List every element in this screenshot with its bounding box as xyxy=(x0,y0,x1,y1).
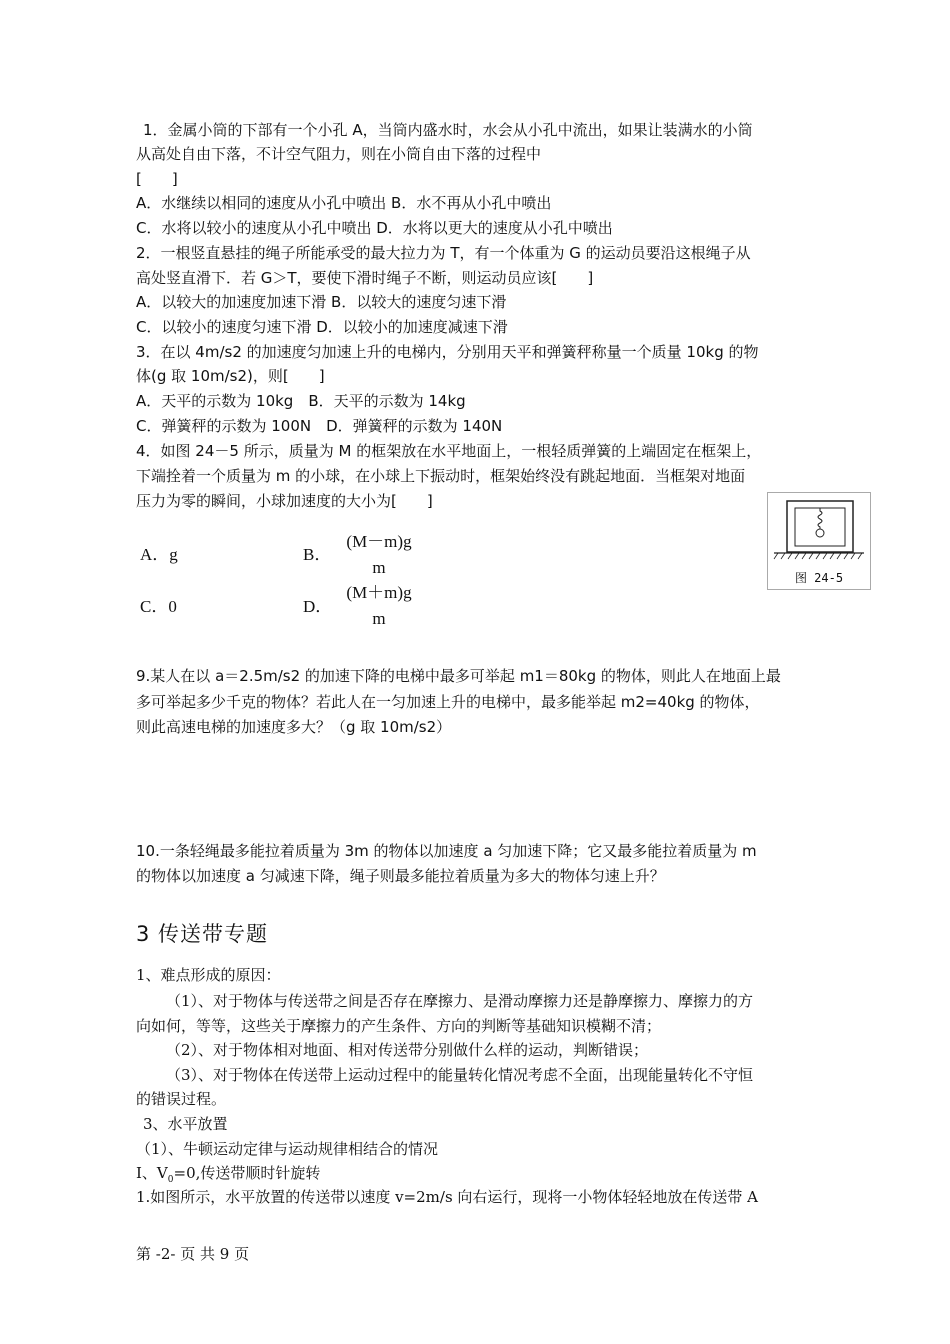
q9-line3: 则此高速电梯的加速度多大？（g 取 10m/s2） xyxy=(136,718,452,736)
q10-line2: 的物体以加速度 a 匀减速下降，绳子则最多能拉着质量为多大的物体匀速上升？ xyxy=(136,867,665,885)
figure-caption: 图 24-5 xyxy=(794,571,844,585)
q4-line3: 压力为零的瞬间，小球加速度的大小为[ ] xyxy=(136,492,433,510)
section-p6: （1）、牛顿运动定律与运动规律相结合的情况 xyxy=(136,1140,439,1158)
q4-option-b-label: B． xyxy=(303,545,332,564)
q2-line2: 高处竖直滑下．若 G＞T，要使下滑时绳子不断，则运动员应该[ ] xyxy=(136,269,594,287)
section-p7-pre: Ⅰ、V xyxy=(136,1164,168,1182)
q1-line2: 从高处自由下落，不计空气阻力，则在小筒自由下落的过程中 xyxy=(136,145,542,163)
q9-line2: 多可举起多少千克的物体？若此人在一匀加速上升的电梯中，最多能举起 m2=40kg 的物体， xyxy=(136,693,760,711)
q4-option-d-numerator: (M＋m)g xyxy=(346,583,412,602)
q1-line1: 1．金属小筒的下部有一个小孔 A，当筒内盛水时，水会从小孔中流出，如果让装满水的小筒 xyxy=(143,121,753,139)
q4-option-c: C．0 xyxy=(140,597,177,616)
q4-line1: 4．如图 24－5 所示，质量为 M 的框架放在水平地面上，一根轻质弹簧的上端固定在框架上， xyxy=(136,442,762,460)
q3-options-cd: C．弹簧秤的示数为 100N D．弹簧秤的示数为 140N xyxy=(136,417,503,435)
q1-options-ab: A．水继续以相同的速度从小孔中喷出 B．水不再从小孔中喷出 xyxy=(136,194,552,212)
q4-option-d-denominator: m xyxy=(372,609,386,628)
section-p4b: 的错误过程。 xyxy=(136,1090,227,1108)
section-p7-sub: 0 xyxy=(167,1175,174,1185)
frame-spring-diagram xyxy=(768,493,870,573)
q4-option-a: A．g xyxy=(140,545,178,564)
section-p5: 3、水平放置 xyxy=(143,1115,228,1133)
q2-options-ab: A．以较大的加速度加速下滑 B．以较大的速度匀速下滑 xyxy=(136,293,507,311)
q2-options-cd: C．以较小的速度匀速下滑 D．以较小的加速度减速下滑 xyxy=(136,318,508,336)
spring xyxy=(818,508,822,529)
section-title: 3 传送带专题 xyxy=(136,922,269,946)
q4-option-b-numerator: (M－m)g xyxy=(346,532,412,551)
q1-bracket: [ ] xyxy=(136,170,178,188)
section-p1: 1、难点形成的原因： xyxy=(136,966,281,984)
figure-24-5 xyxy=(767,492,871,590)
q2-line1: 2．一根竖直悬挂的绳子所能承受的最大拉力为 T，有一个体重为 G 的运动员要沿这根绳子从 xyxy=(136,244,751,262)
q3-line2: 体(g 取 10m/s2)，则[ ] xyxy=(136,367,325,385)
q4-option-d-fraction xyxy=(338,578,420,629)
section-p7 xyxy=(136,1163,320,1190)
section-p2a: （1）、对于物体与传送带之间是否存在摩擦力、是滑动摩擦力还是静摩擦力、摩擦力的方 xyxy=(166,992,754,1010)
section-p7-post: =0,传送带顺时针旋转 xyxy=(173,1164,321,1182)
q1-options-cd: C．水将以较小的速度从小孔中喷出 D．水将以更大的速度从小孔中喷出 xyxy=(136,219,613,237)
q4-line2: 下端拴着一个质量为 m 的小球，在小球上下振动时，框架始终没有跳起地面．当框架对地面 xyxy=(136,467,746,485)
section-p2b: 向如何，等等，这些关于摩擦力的产生条件、方向的判断等基础知识模糊不清； xyxy=(136,1017,662,1035)
ball xyxy=(816,529,824,537)
page-footer: 第 -2- 页 共 9 页 xyxy=(136,1245,250,1263)
section-p3: （2）、对于物体相对地面、相对传送带分别做什么样的运动，判断错误； xyxy=(166,1041,649,1059)
q4-option-d-label: D． xyxy=(303,597,333,616)
q4-option-b-fraction xyxy=(338,527,420,578)
q4-option-b-denominator: m xyxy=(372,558,386,577)
section-p4a: （3）、对于物体在传送带上运动过程中的能量转化情况考虑不全面，出现能量转化不守恒 xyxy=(166,1066,754,1084)
q3-options-ab: A．天平的示数为 10kg B．天平的示数为 14kg xyxy=(136,392,466,410)
ground-hatching xyxy=(774,553,862,559)
q9-line1: 9.某人在以 a＝2.5m/s2 的加速下降的电梯中最多可举起 m1＝80kg 的物体，则此人在地面上最 xyxy=(136,667,781,685)
q10-line1: 10.一条轻绳最多能拉着质量为 3m 的物体以加速度 a 匀加速下降；它又最多能拉着质量为 m xyxy=(136,842,757,860)
q3-line1: 3．在以 4m/s2 的加速度匀加速上升的电梯内，分别用天平和弹簧秤称量一个质量 10kg 的物 xyxy=(136,343,759,361)
section-p8: 1.如图所示，水平放置的传送带以速度 v=2m/s 向右运行，现将一小物体轻轻地放在传送带 A xyxy=(136,1188,759,1206)
